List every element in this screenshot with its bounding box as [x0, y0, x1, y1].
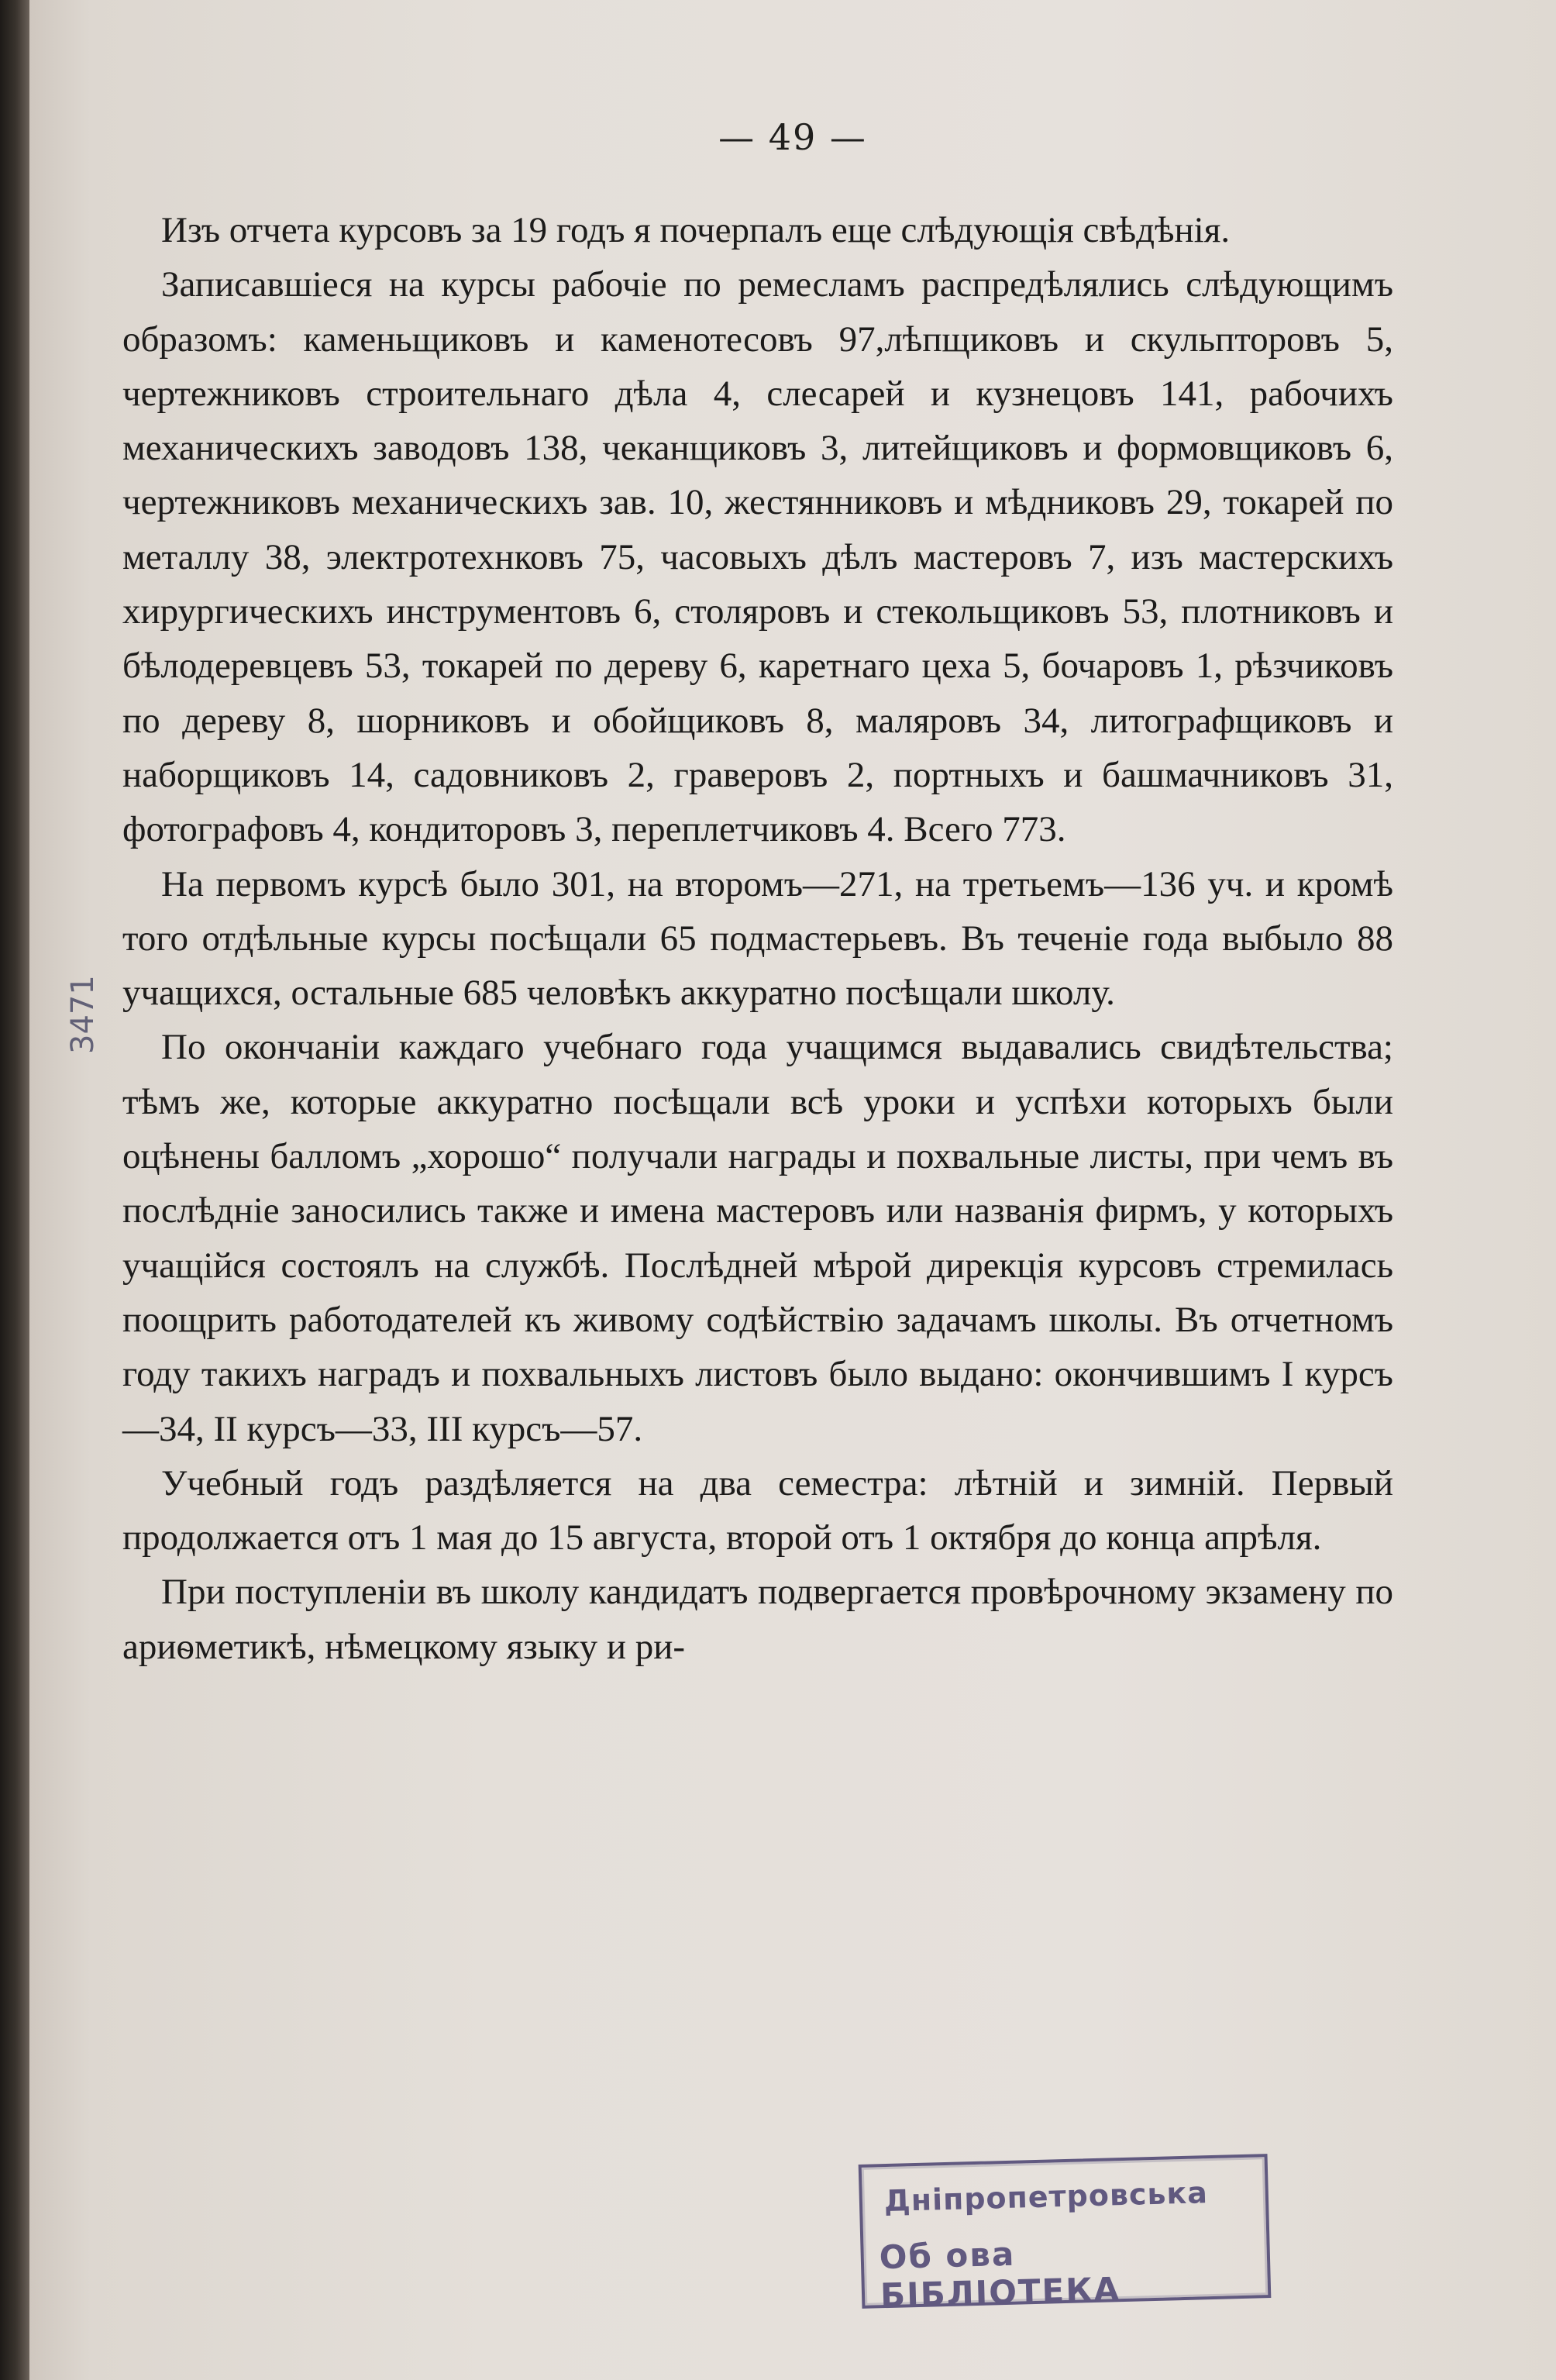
library-stamp — [859, 2154, 1272, 2315]
body-text — [122, 203, 1393, 1674]
paragraph-1: Изъ отчета курсовъ за 19 годъ я почерпалъ еще слѣдующія свѣдѣнія. — [161, 210, 1231, 250]
stamp-line-2: Об ова БІБЛІОТЕКА — [879, 2234, 1121, 2315]
paragraph-4: По окончаніи каждаго учебнаго года учащимся выдавались свидѣтельства; тѣмъ же, которые аккуратно посѣщали всѣ уроки и успѣхи которыхъ были оцѣнены балломъ „хорошо“ получали награды и похвальные листы, при чемъ въ послѣдніе заносились также и имена мастеровъ или названія фирмъ, у которыхъ учащійся состоялъ на службѣ. Послѣдней мѣрой дирекція курсовъ стремилась поощрить работодателей къ живому содѣйствію задачамъ школы. Въ отчетномъ году такихъ наградъ и похвальныхъ листовъ было выдано: окончившимъ I курсъ—34, II курсъ—33, III курсъ—57. — [122, 1027, 1393, 1449]
handwritten-margin-note: 3471 — [65, 975, 101, 1054]
book-page — [29, 0, 1556, 2380]
paragraph-2: Записавшіеся на курсы рабочіе по ремесламъ распредѣлялись слѣдующимъ образомъ: каменьщиковъ и каменотесовъ 97,лѣпщиковъ и скульпторовъ 5, чертежниковъ строительнаго дѣла 4, слесарей и кузнецовъ 141, рабочихъ механическихъ заводовъ 138, чеканщиковъ 3, литейщиковъ и формовщиковъ 6, чертежниковъ механическихъ зав. 10, жестянниковъ и мѣдниковъ 29, токарей по металлу 38, электротехнковъ 75, часовыхъ дѣлъ мастеровъ 7, изъ мастерскихъ хирургическихъ инструментовъ 6, столяровъ и стекольщиковъ 53, плотниковъ и бѣлодеревцевъ 53, токарей по дереву 6, каретнаго цеха 5, бочаровъ 1, рѣзчиковъ по дереву 8, шорниковъ и обойщиковъ 8, маляровъ 34, литографщиковъ и наборщиковъ 14, садовниковъ 2, граверовъ 2, портныхъ и башмачниковъ 31, фотографовъ 4, кондиторовъ 3, переплетчиковъ 4. Всего 773. — [122, 264, 1393, 850]
paper-speck — [727, 234, 731, 238]
paper-speck — [935, 279, 939, 284]
paragraph-6: При поступленіи въ школу кандидатъ подвергается провѣрочному экзамену по ариѳметикѣ, нѣмецкому языку и ри- — [122, 1572, 1393, 1667]
book-spine-shadow — [0, 0, 29, 2380]
paragraph-5: Учебный годъ раздѣляется на два семестра: лѣтній и зимній. Первый продолжается отъ 1 мая до 15 августа, второй отъ 1 октября до конца апрѣля. — [122, 1462, 1393, 1559]
stamp-line-1: Дніпропетровська — [883, 2175, 1209, 2219]
page-number: — 49 — — [718, 116, 867, 158]
paragraph-3: На первомъ курсѣ было 301, на второмъ—271, на третьемъ—136 уч. и кромѣ того отдѣльные курсы посѣщали 65 подмастерьевъ. Въ теченіе года выбыло 88 учащихся, остальные 685 человѣкъ аккуратно посѣщали школу. — [122, 863, 1393, 1014]
